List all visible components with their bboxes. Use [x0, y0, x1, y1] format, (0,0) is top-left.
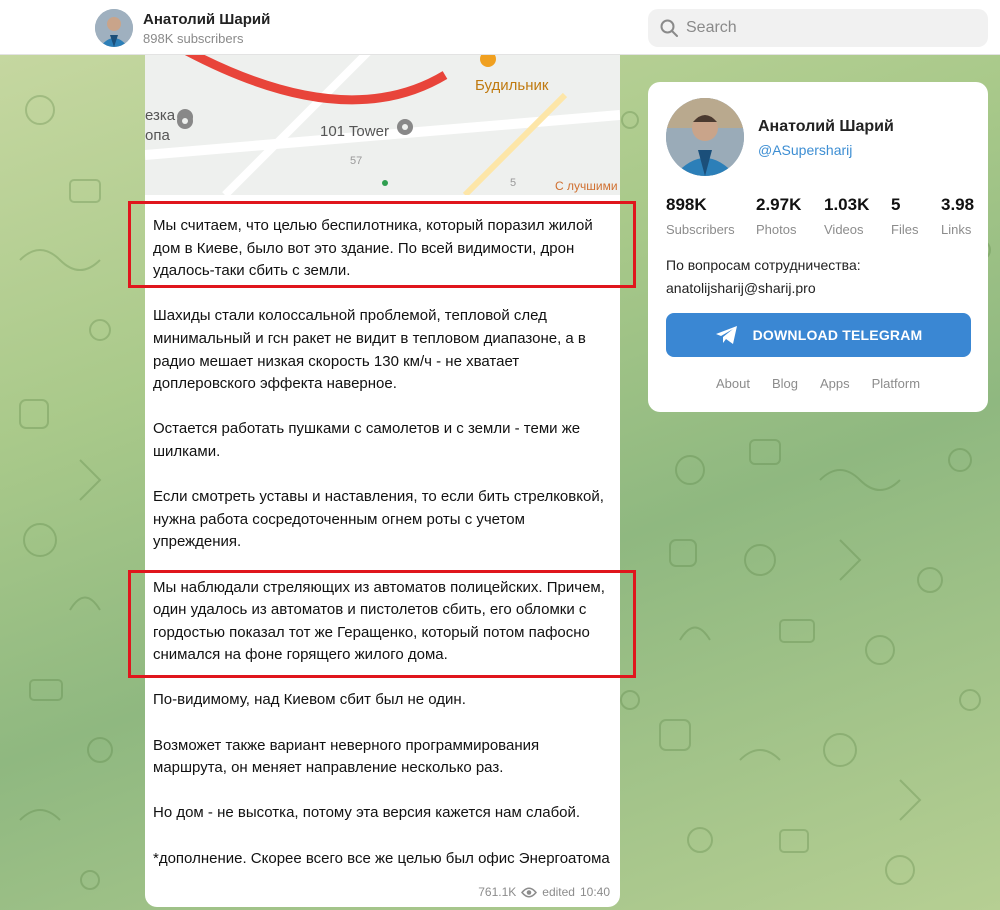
message-paragraph: *дополнение. Скорее всего все же целью был офис Энергоатома: [153, 849, 610, 867]
download-telegram-label: DOWNLOAD TELEGRAM: [752, 327, 923, 343]
stat-photos[interactable]: [756, 195, 824, 237]
platform-link[interactable]: Platform: [871, 376, 921, 391]
card-channel-name: Анатолий Шарий: [758, 118, 894, 135]
channel-name[interactable]: Анатолий Шарий: [143, 11, 271, 28]
view-count: 761.1K: [478, 885, 517, 899]
edited-label: edited: [542, 885, 575, 899]
message-meta: [478, 885, 610, 899]
highlight-box: [128, 201, 636, 288]
search-box[interactable]: [648, 9, 988, 47]
channel-avatar[interactable]: [95, 9, 133, 47]
map-label: езка: [145, 107, 176, 124]
stat-label: Links: [941, 222, 972, 237]
stat-links[interactable]: [941, 195, 988, 237]
message-paragraph: Мы считаем, что целью беспилотника, который поразил жилой дом в Киеве, было вот это здание. По всей видимости, дрон удалось-таки сбить с земли.: [153, 217, 593, 280]
search-icon: [660, 19, 678, 37]
apps-link[interactable]: Apps: [819, 376, 850, 391]
contact-email[interactable]: anatolijsharij@sharij.pro: [666, 280, 816, 296]
message-paragraph: По-видимому, над Киевом сбит был не один.: [153, 691, 466, 709]
map-label: 101 Tower: [320, 123, 389, 140]
stat-value: 2.97K: [756, 195, 802, 214]
message-paragraph: Если смотреть уставы и наставления, то если бить стрелковкой, нужна работа сосредоточенным огнем роты с учетом упреждения.: [153, 488, 604, 551]
subscriber-count: 898K subscribers: [143, 31, 244, 46]
top-bar: [0, 0, 1000, 55]
stat-label: Videos: [824, 222, 864, 237]
message-text: [153, 215, 613, 870]
stat-files[interactable]: [891, 195, 941, 237]
footer-links: [648, 376, 988, 391]
search-input[interactable]: [686, 9, 976, 47]
download-telegram-button[interactable]: [666, 313, 971, 357]
message-bubble: [145, 55, 620, 907]
map-label: С лучшими: [555, 179, 618, 193]
stat-value: 898K: [666, 195, 707, 214]
message-paragraph: Остается работать пушками с самолетов и с земли - теми же шилками.: [153, 420, 581, 460]
about-link[interactable]: About: [715, 376, 750, 391]
stat-videos[interactable]: [824, 195, 891, 237]
stat-label: Subscribers: [666, 222, 735, 237]
telegram-icon: [715, 325, 739, 345]
eye-icon: [521, 887, 537, 898]
blog-link[interactable]: Blog: [771, 376, 798, 391]
map-label: 5: [510, 177, 517, 189]
message-paragraph: Шахиды стали колоссальной проблемой, тепловой след минимальный и гсн ракет не видит в тепловом диапазоне, а в радио мешает низкая скорость 130 км/ч - не хватает доплеровского эффекта наверное.: [153, 307, 586, 393]
stat-value: 1.03K: [824, 195, 870, 214]
channel-handle-link[interactable]: @ASupersharij: [758, 142, 853, 158]
stat-value: 5: [891, 195, 901, 214]
highlight-box: [128, 570, 636, 678]
channel-description: [666, 254, 976, 300]
channel-stats: [666, 195, 988, 237]
stat-label: Files: [891, 222, 919, 237]
stat-label: Photos: [756, 222, 797, 237]
stat-subscribers[interactable]: [666, 195, 756, 237]
message-paragraph: Мы наблюдали стреляющих из автоматов полицейских. Причем, один удалось из автоматов и пистолетов сбить, его обломки с гордостью показал тот же Геращенко, который потом пафосно снимался на фоне горящего жилого дома.: [153, 578, 605, 664]
channel-avatar-large[interactable]: [666, 98, 744, 176]
map-label: Будильник: [475, 77, 549, 94]
message-time: 10:40: [579, 885, 610, 899]
message-paragraph: Но дом - не высотка, потому эта версия кажется нам слабой.: [153, 804, 581, 822]
channel-card: [648, 82, 988, 412]
map-image[interactable]: [145, 55, 620, 195]
message-paragraph: Возможет также вариант неверного программирования маршрута, он меняет направление несколько раз.: [153, 736, 540, 777]
map-label: 57: [350, 155, 363, 167]
stat-value: 3.98: [941, 195, 975, 214]
map-label: опа: [145, 127, 170, 144]
description-line: По вопросам сотрудничества:: [666, 257, 861, 273]
